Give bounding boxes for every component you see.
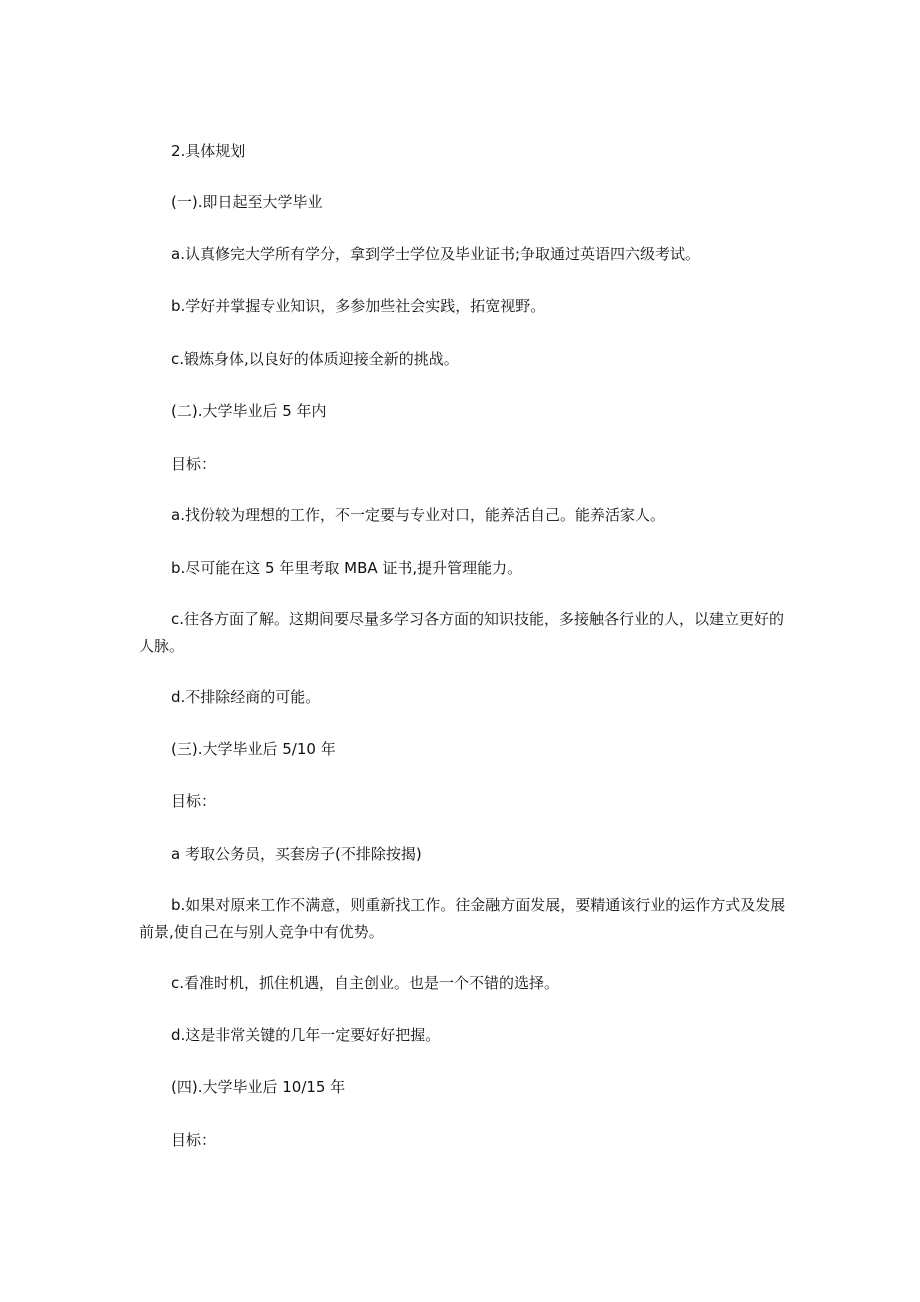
list-item: b.学好并掌握专业知识，多参加些社会实践，拓宽视野。 [171, 297, 546, 315]
list-item: d.这是非常关键的几年一定要好好把握。 [171, 1026, 441, 1044]
phase-heading-1: (一).即日起至大学毕业 [171, 193, 323, 211]
list-item: b.尽可能在这 5 年里考取 MBA 证书,提升管理能力。 [171, 559, 523, 577]
list-item: c.锻炼身体,以良好的体质迎接全新的挑战。 [171, 350, 459, 368]
goal-label: 目标： [171, 792, 217, 810]
phase-heading-4: (四).大学毕业后 10/15 年 [171, 1078, 346, 1096]
goal-label: 目标： [171, 455, 217, 473]
section-heading-plan: 2.具体规划 [171, 142, 246, 160]
list-item: d.不排除经商的可能。 [171, 688, 321, 706]
list-item: a.找份较为理想的工作，不一定要与专业对口，能养活自己。能养活家人。 [171, 506, 665, 524]
phase-heading-2: (二).大学毕业后 5 年内 [171, 402, 327, 420]
list-item: b.如果对原来工作不满意，则重新找工作。往金融方面发展，要精通该行业的运作方式及发展前景,使自己在与别人竞争中有优势。 [139, 896, 786, 941]
goal-label: 目标： [171, 1131, 217, 1149]
list-item: a 考取公务员，买套房子(不排除按揭) [171, 845, 422, 863]
phase-heading-3: (三).大学毕业后 5/10 年 [171, 740, 336, 758]
list-item: c.看准时机，抓住机遇，自主创业。也是一个不错的选择。 [171, 974, 560, 992]
list-item: c.往各方面了解。这期间要尽量多学习各方面的知识技能，多接触各行业的人，以建立更好的人脉。 [139, 610, 785, 655]
list-item: a.认真修完大学所有学分，拿到学士学位及毕业证书;争取通过英语四六级考试。 [171, 245, 701, 263]
